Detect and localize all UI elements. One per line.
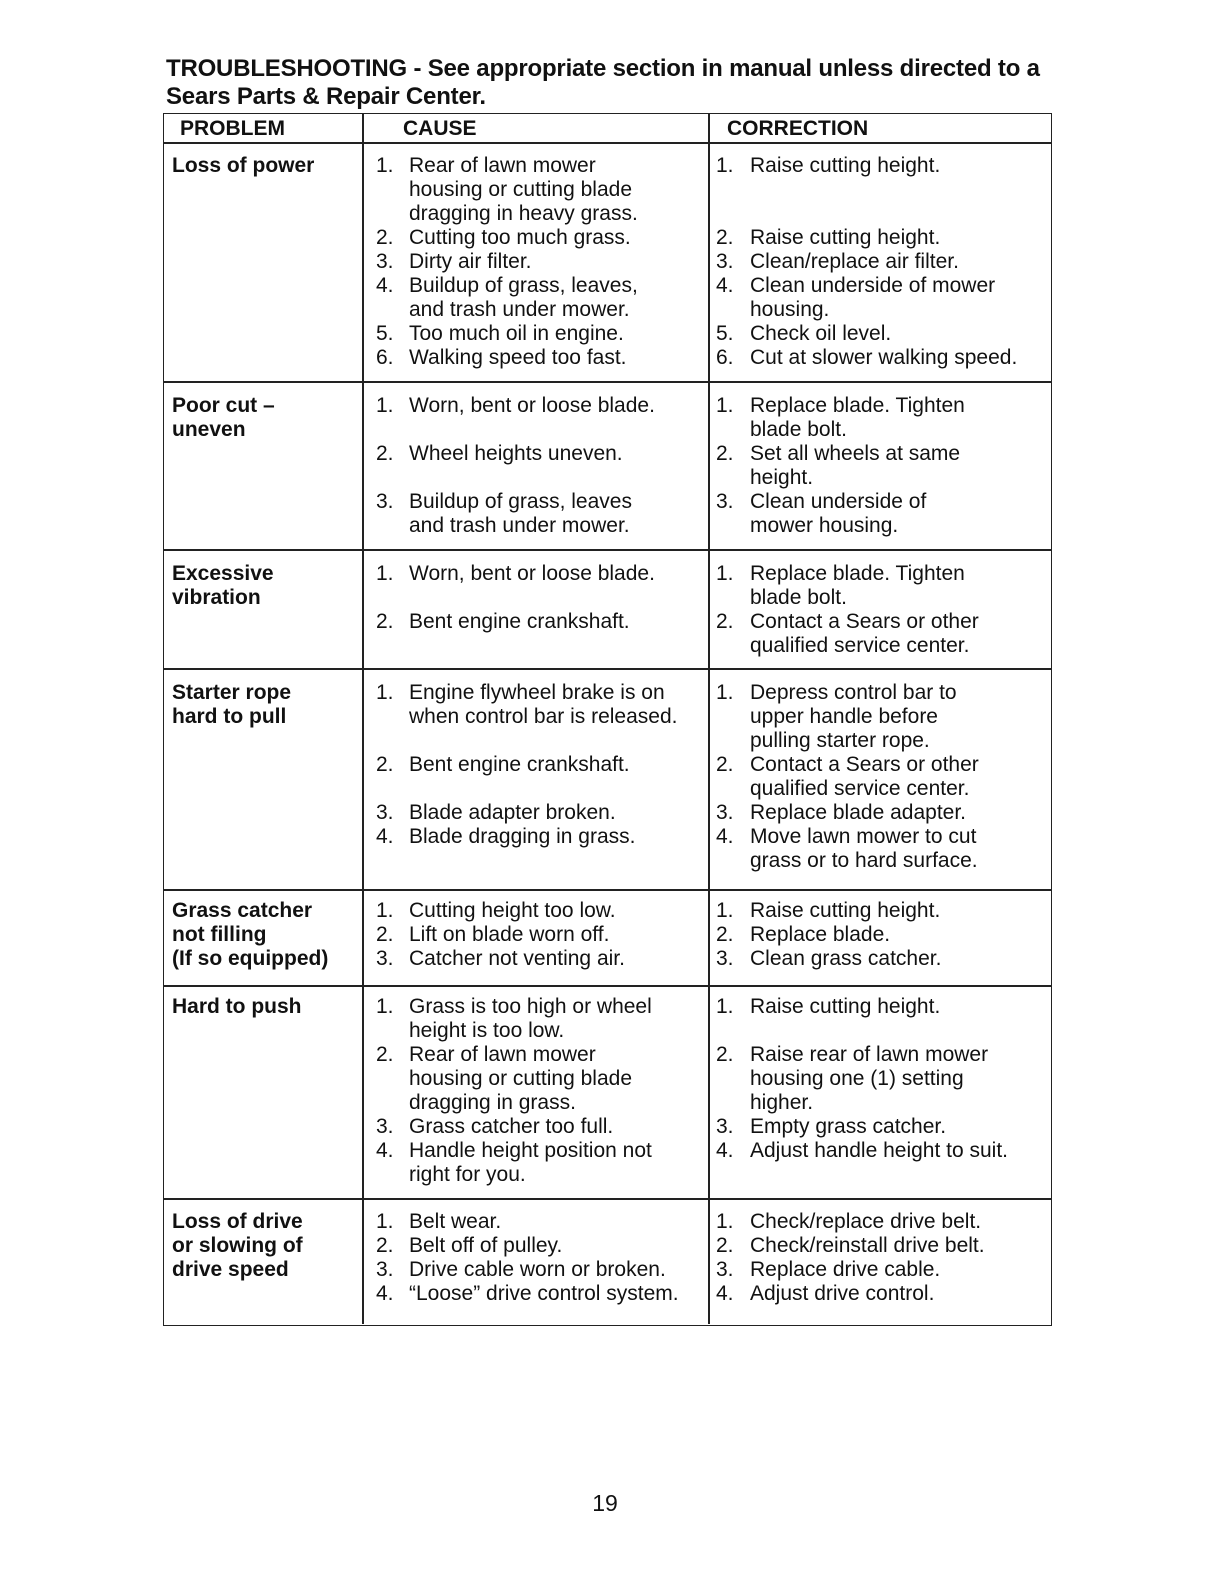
cause-item-text: Drive cable worn or broken. (409, 1258, 666, 1281)
correction-item-text: Set all wheels at same height. (750, 442, 961, 489)
correction-item-text: Move lawn mower to cut grass or to hard surface. (750, 825, 978, 872)
row-divider (164, 381, 1051, 383)
cause-item-text: Cutting height too low. (409, 899, 616, 922)
row-divider (164, 1198, 1051, 1200)
correction-item-number: 2. (716, 226, 734, 249)
correction-item-text: Depress control bar to upper handle before pulling starter rope. (750, 681, 957, 752)
correction-item-text: Raise rear of lawn mower housing one (1) setting higher. (750, 1043, 989, 1114)
problem-label: Poor cut – uneven (172, 394, 275, 441)
cause-item-number: 2. (376, 226, 394, 249)
column-divider (362, 114, 364, 1324)
row-divider (164, 549, 1051, 551)
cause-item-text: Blade adapter broken. (409, 801, 616, 824)
correction-item-text: Replace blade. (750, 923, 891, 946)
cause-item-text: Buildup of grass, leaves, and trash under mower. (409, 274, 638, 321)
header-cause: CAUSE (403, 117, 477, 140)
correction-item-text: Replace drive cable. (750, 1258, 941, 1281)
cause-item-number: 1. (376, 562, 394, 585)
cause-item-text: Worn, bent or loose blade. (409, 394, 655, 417)
correction-item-text: Clean/replace air filter. (750, 250, 959, 273)
correction-item-number: 3. (716, 250, 734, 273)
correction-item-number: 1. (716, 1210, 734, 1233)
row-divider (164, 889, 1051, 891)
correction-item-text: Raise cutting height. (750, 154, 941, 177)
correction-item-text: Empty grass catcher. (750, 1115, 947, 1138)
correction-item-number: 2. (716, 1234, 734, 1257)
correction-item-text: Clean underside of mower housing. (750, 490, 927, 537)
cause-item-number: 2. (376, 1043, 394, 1066)
cause-item-number: 4. (376, 1139, 394, 1162)
cause-item-number: 4. (376, 825, 394, 848)
problem-label: Loss of power (172, 154, 315, 177)
correction-item-text: Replace blade. Tighten blade bolt. (750, 394, 965, 441)
correction-item-text: Adjust drive control. (750, 1282, 935, 1305)
cause-item-number: 1. (376, 681, 394, 704)
cause-item-text: Cutting too much grass. (409, 226, 631, 249)
cause-item-number: 2. (376, 610, 394, 633)
correction-item-number: 2. (716, 442, 734, 465)
header-correction: CORRECTION (727, 117, 869, 140)
header-problem: PROBLEM (180, 117, 285, 140)
row-divider (164, 985, 1051, 987)
cause-item-text: Bent engine crankshaft. (409, 753, 630, 776)
correction-item-number: 2. (716, 610, 734, 633)
correction-item-text: Check oil level. (750, 322, 892, 345)
row-divider (164, 668, 1051, 670)
cause-item-text: Rear of lawn mower housing or cutting blade dragging in grass. (409, 1043, 632, 1114)
correction-item-text: Contact a Sears or other qualified service center. (750, 753, 979, 800)
cause-item-number: 2. (376, 923, 394, 946)
correction-item-text: Raise cutting height. (750, 226, 941, 249)
cause-item-text: Wheel heights uneven. (409, 442, 623, 465)
correction-item-text: Cut at slower walking speed. (750, 346, 1018, 369)
correction-item-number: 4. (716, 825, 734, 848)
correction-item-text: Contact a Sears or other qualified service center. (750, 610, 979, 657)
cause-item-text: Too much oil in engine. (409, 322, 624, 345)
cause-item-number: 3. (376, 1115, 394, 1138)
correction-item-number: 4. (716, 1139, 734, 1162)
cause-item-text: Belt off of pulley. (409, 1234, 563, 1257)
correction-item-text: Clean grass catcher. (750, 947, 942, 970)
problem-label: Starter rope hard to pull (172, 681, 292, 728)
cause-item-text: Worn, bent or loose blade. (409, 562, 655, 585)
cause-item-number: 3. (376, 250, 394, 273)
correction-item-text: Adjust handle height to suit. (750, 1139, 1009, 1162)
cause-item-number: 5. (376, 322, 394, 345)
cause-item-text: Bent engine crankshaft. (409, 610, 630, 633)
correction-item-number: 3. (716, 490, 734, 513)
correction-item-number: 3. (716, 1258, 734, 1281)
cause-item-text: Buildup of grass, leaves and trash under mower. (409, 490, 632, 537)
header-divider (164, 142, 1051, 144)
cause-item-number: 1. (376, 1210, 394, 1233)
cause-item-text: Grass is too high or wheel height is too low. (409, 995, 652, 1042)
problem-label: Loss of drive or slowing of drive speed (172, 1210, 303, 1281)
correction-item-number: 4. (716, 274, 734, 297)
correction-item-text: Replace blade adapter. (750, 801, 966, 824)
correction-item-number: 3. (716, 947, 734, 970)
correction-item-number: 2. (716, 923, 734, 946)
cause-item-number: 3. (376, 947, 394, 970)
correction-item-number: 3. (716, 801, 734, 824)
cause-item-text: Blade dragging in grass. (409, 825, 636, 848)
troubleshooting-table (163, 113, 1052, 1326)
cause-item-number: 2. (376, 442, 394, 465)
correction-item-text: Replace blade. Tighten blade bolt. (750, 562, 965, 609)
cause-item-number: 3. (376, 801, 394, 824)
cause-item-number: 3. (376, 1258, 394, 1281)
cause-item-number: 1. (376, 154, 394, 177)
correction-item-number: 1. (716, 681, 734, 704)
correction-item-number: 1. (716, 899, 734, 922)
correction-item-text: Clean underside of mower housing. (750, 274, 996, 321)
problem-label: Grass catcher not filling (If so equipped) (172, 899, 329, 970)
correction-item-number: 4. (716, 1282, 734, 1305)
correction-item-number: 1. (716, 394, 734, 417)
cause-item-number: 4. (376, 274, 394, 297)
correction-item-number: 3. (716, 1115, 734, 1138)
cause-item-text: Dirty air filter. (409, 250, 532, 273)
problem-label: Excessive vibration (172, 562, 274, 609)
cause-item-text: Belt wear. (409, 1210, 502, 1233)
correction-item-text: Check/replace drive belt. (750, 1210, 982, 1233)
cause-item-number: 1. (376, 899, 394, 922)
page-title: TROUBLESHOOTING - See appropriate section in manual unless directed to a Sears Parts & Repair Center. (166, 55, 1040, 110)
cause-item-text: Lift on blade worn off. (409, 923, 610, 946)
cause-item-text: Engine flywheel brake is on when control bar is released. (409, 681, 678, 728)
cause-item-number: 1. (376, 995, 394, 1018)
cause-item-text: Rear of lawn mower housing or cutting blade dragging in heavy grass. (409, 154, 638, 225)
correction-item-number: 1. (716, 154, 734, 177)
cause-item-number: 2. (376, 753, 394, 776)
correction-item-text: Raise cutting height. (750, 995, 941, 1018)
cause-item-number: 3. (376, 490, 394, 513)
correction-item-number: 6. (716, 346, 734, 369)
problem-label: Hard to push (172, 995, 302, 1018)
column-divider (708, 114, 710, 1324)
correction-item-number: 2. (716, 753, 734, 776)
cause-item-text: Walking speed too fast. (409, 346, 627, 369)
page-number: 19 (592, 1490, 618, 1516)
cause-item-text: Grass catcher too full. (409, 1115, 614, 1138)
cause-item-text: Catcher not venting air. (409, 947, 625, 970)
correction-item-text: Check/reinstall drive belt. (750, 1234, 985, 1257)
cause-item-number: 6. (376, 346, 394, 369)
cause-item-number: 1. (376, 394, 394, 417)
correction-item-text: Raise cutting height. (750, 899, 941, 922)
cause-item-number: 2. (376, 1234, 394, 1257)
cause-item-text: Handle height position not right for you. (409, 1139, 652, 1186)
correction-item-number: 2. (716, 1043, 734, 1066)
correction-item-number: 5. (716, 322, 734, 345)
cause-item-text: “Loose” drive control system. (409, 1282, 679, 1305)
correction-item-number: 1. (716, 562, 734, 585)
cause-item-number: 4. (376, 1282, 394, 1305)
correction-item-number: 1. (716, 995, 734, 1018)
